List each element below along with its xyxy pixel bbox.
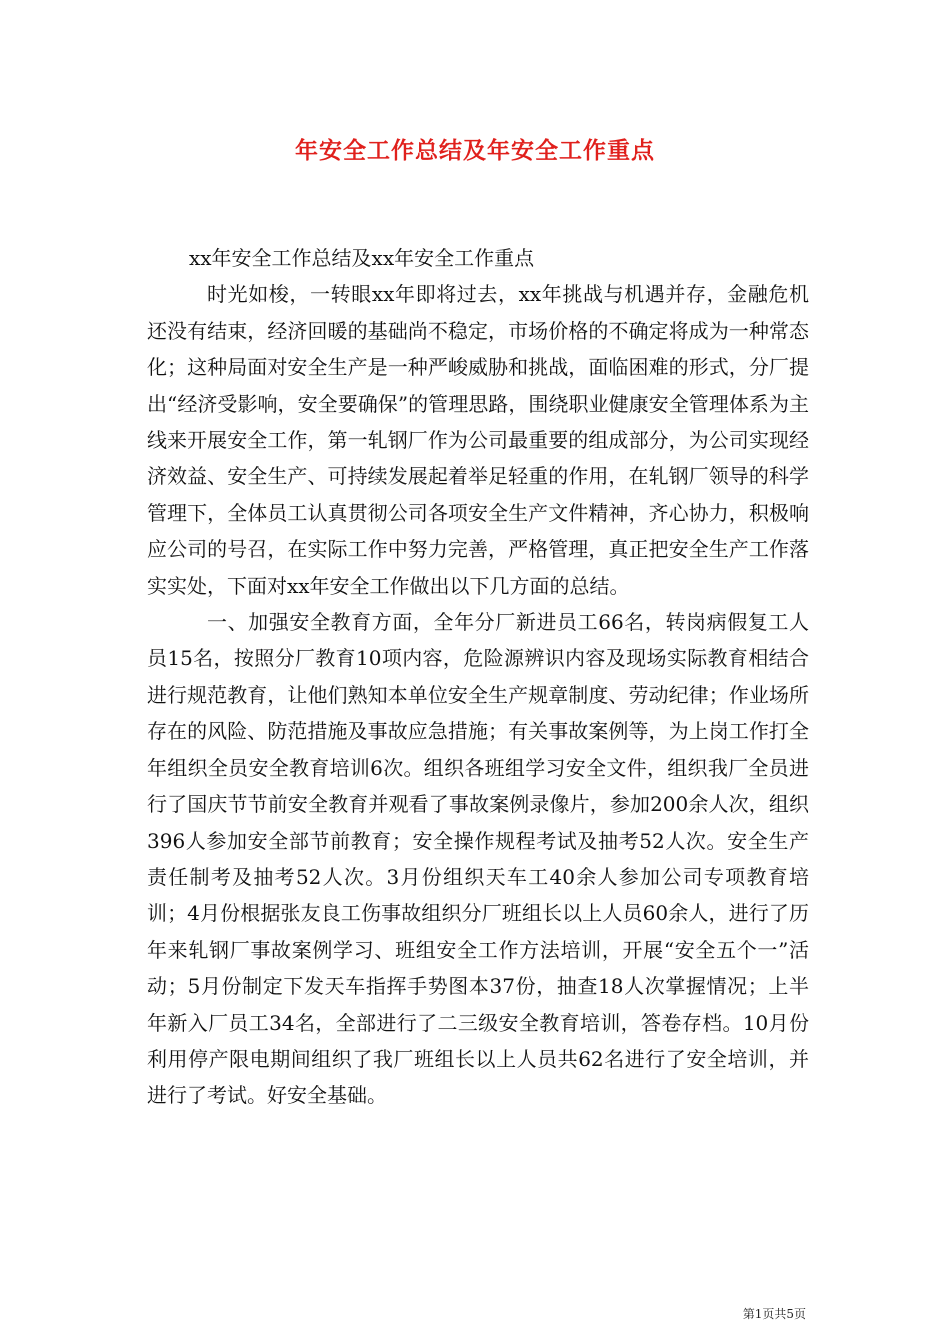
document-body [147, 240, 809, 1114]
paragraph-intro: 时光如梭，一转眼xx年即将过去，xx年挑战与机遇并存，金融危机还没有结束，经济回暖的基础尚不稳定，市场价格的不确定将成为一种常态化；这种局面对安全生产是一种严峻威胁和挑战，面临困难的形式，分厂提出“经济受影响，安全要确保”的管理思路，围绕职业健康安全管理体系为主线来开展安全工作，第一轧钢厂作为公司最重要的组成部分，为公司实现经济效益、安全生产、可持续发展起着举足轻重的作用，在轧钢厂领导的科学管理下，全体员工认真贯彻公司各项安全生产文件精神，齐心协力，积极响应公司的号召，在实际工作中努力完善，严格管理，真正把安全生产工作落实实处，下面对xx年安全工作做出以下几方面的总结。 [147, 282, 809, 598]
document-subtitle: xx年安全工作总结及xx年安全工作重点 [189, 246, 535, 270]
document-title: 年安全工作总结及年安全工作重点 [295, 137, 655, 164]
page-number: 第1页共5页 [742, 1307, 806, 1321]
paragraph-safety-education: 一、加强安全教育方面，全年分厂新进员工66名，转岗病假复工人员15名，按照分厂教育10项内容，危险源辨识内容及现场实际教育相结合进行规范教育，让他们熟知本单位安全生产规章制度、劳动纪律；作业场所存在的风险、防范措施及事故应急措施；有关事故案例等，为上岗工作打全年组织全员安全教育培训6次。组织各班组学习安全文件，组织我厂全员进行了国庆节节前安全教育并观看了事故案例录像片，参加200余人次，组织396人参加安全部节前教育；安全操作规程考试及抽考52人次。安全生产责任制考及抽考52人次。3月份组织天车工40余人参加公司专项教育培训；4月份根据张友良工伤事故组织分厂班组长以上人员60余人，进行了历年来轧钢厂事故案例学习、班组安全工作方法培训，开展“安全五个一”活动；5月份制定下发天车指挥手势图本37份，抽查18人次掌握情况；上半年新入厂员工34名，全部进行了二三级安全教育培训，答卷存档。10月份利用停产限电期间组织了我厂班组长以上人员共62名进行了安全培训，并进行了考试。好安全基础。 [147, 610, 809, 1108]
